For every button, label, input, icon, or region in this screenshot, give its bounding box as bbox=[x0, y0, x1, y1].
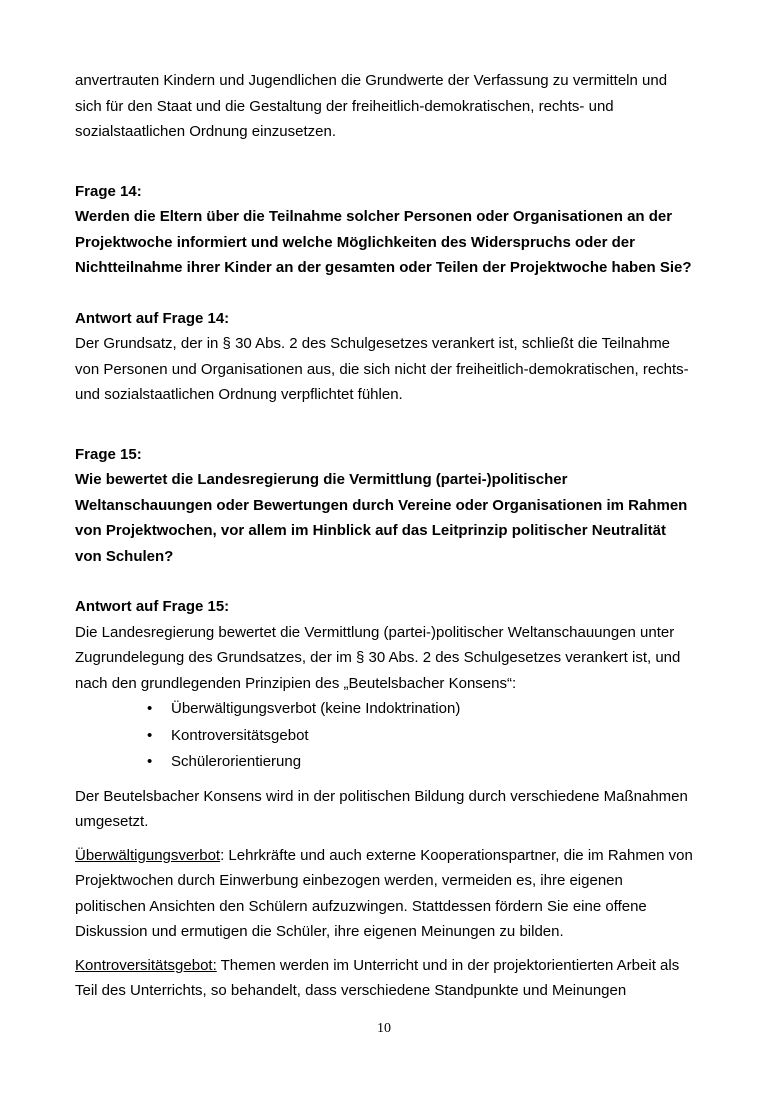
principle-label: Überwältigungsverbot (keine Indoktrination) bbox=[171, 700, 461, 717]
kontroversitaetsgebot-term: Kontroversitätsgebot: bbox=[75, 956, 217, 974]
principle-label: Kontroversitätsgebot bbox=[171, 726, 309, 744]
answer-14-label: Antwort auf Frage 14: bbox=[75, 309, 230, 327]
page-number: 10 bbox=[377, 1021, 391, 1036]
document-page bbox=[75, 68, 695, 1004]
kontroversitaetsgebot-paragraph bbox=[75, 953, 695, 1004]
spacer bbox=[75, 776, 695, 784]
ueberwaeltigungsverbot-term: Überwältigungsverbot bbox=[75, 846, 221, 864]
konsens-paragraph: Der Beutelsbacher Konsens wird in der politischen Bildung durch verschiedene Maßnahmen umgesetzt. bbox=[75, 787, 688, 830]
bullet-icon: • bbox=[147, 700, 153, 717]
kontroversitaetsgebot-text: Themen werden im Unterricht und in der projektorientierten Arbeit als Teil des Unterrichts, so behandelt, dass verschiedene Standpunkte und Meinungen bbox=[75, 956, 680, 999]
ueberwaeltigungsverbot-text: : Lehrkräfte und auch externe Kooperationspartner, die im Rahmen von Projektwochen durch Einwerbung einbezogen werden, vermeiden es, ihre eigenen politischen Ansichten den Schülern aufzuzwingen. Stattdessen fördern Sie eine offene Diskussion und ermutigen die Schüler, ihre eigenen Meinungen zu bilden. bbox=[75, 846, 693, 940]
intro-paragraph: anvertrauten Kindern und Jugendlichen die Grundwerte der Verfassung zu vermitteln und sich für den Staat und die Gestaltung der freiheitlich-demokratischen, rechts- und sozialstaatlichen Ordnung einzusetzen. bbox=[75, 72, 668, 140]
spacer bbox=[75, 145, 695, 179]
spacer bbox=[75, 945, 695, 953]
answer-15-intro: Die Landesregierung bewertet die Vermittlung (partei-)politischer Weltanschauungen unter Zugrundelegung des Grundsatzes, der im § 30 Abs. 2 des Schulgesetzes verankert ist, und nach den grundlegenden Prinzipien des „Beutelsbacher Konsens“: bbox=[75, 623, 681, 692]
list-item bbox=[75, 749, 695, 776]
question-14-label: Frage 14: bbox=[75, 182, 142, 200]
bullet-icon: • bbox=[147, 726, 153, 744]
principle-label: Schülerorientierung bbox=[171, 753, 302, 770]
ueberwaeltigungsverbot-paragraph bbox=[75, 843, 695, 945]
spacer bbox=[75, 569, 695, 594]
question-15-text: Wie bewertet die Landesregierung die Vermittlung (partei-)politischer Weltanschauungen oder Bewertungen durch Vereine oder Organisationen im Rahmen von Projektwochen, vor allem im Hinblick auf das Leitprinzip politischer Neutralität von Schulen? bbox=[75, 471, 688, 565]
list-item bbox=[75, 723, 695, 750]
spacer bbox=[75, 408, 695, 442]
answer-14-text: Der Grundsatz, der in § 30 Abs. 2 des Schulgesetzes verankert ist, schließt die Teilnahme von Personen und Organisationen aus, die sich nicht der freiheitlich-demokratischen, rechts- und sozialstaatlichen Ordnung verpflichtet fühlen. bbox=[75, 335, 689, 403]
list-item bbox=[75, 696, 695, 723]
principles-list bbox=[75, 696, 695, 776]
spacer bbox=[75, 281, 695, 306]
question-14-text: Werden die Eltern über die Teilnahme solcher Personen oder Organisationen an der Projektwoche informiert und welche Möglichkeiten des Widerspruchs oder der Nichtteilnahme ihrer Kinder an der gesamten oder Teilen der Projektwoche haben Sie? bbox=[75, 208, 692, 276]
spacer bbox=[75, 835, 695, 843]
bullet-icon: • bbox=[147, 753, 153, 770]
question-15-label: Frage 15: bbox=[75, 445, 142, 463]
answer-15-label: Antwort auf Frage 15: bbox=[75, 598, 230, 615]
